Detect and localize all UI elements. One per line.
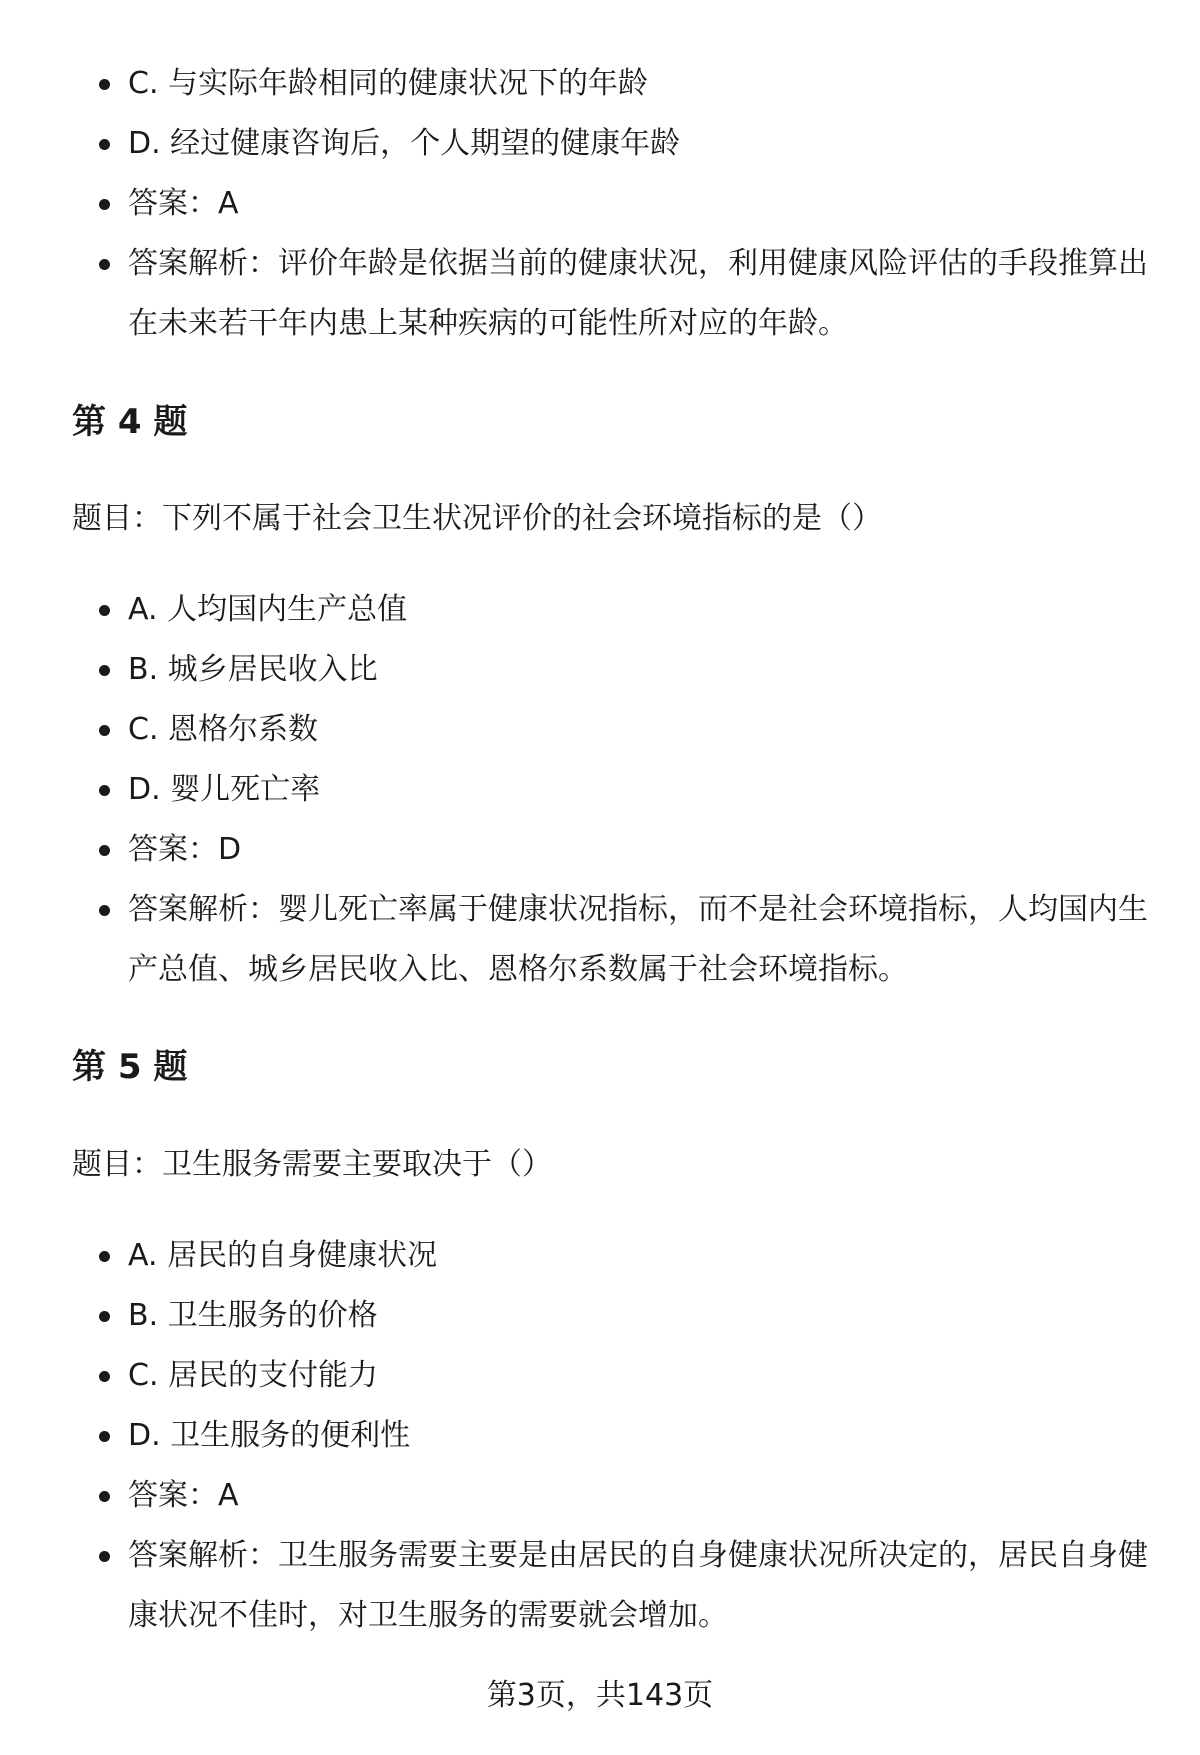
question-4-heading: 第 4 题 (72, 402, 188, 442)
option-c: C. 居民的支付能力 (72, 1346, 1152, 1406)
option-a: A. 人均国内生产总值 (72, 580, 1152, 640)
question-3-block (72, 54, 1152, 354)
answer-explanation: 答案解析：婴儿死亡率属于健康状况指标，而不是社会环境指标，人均国内生产总值、城乡居民收入比、恩格尔系数属于社会环境指标。 (72, 880, 1152, 1000)
answer-explanation: 答案解析：评价年龄是依据当前的健康状况，利用健康风险评估的手段推算出在未来若干年内患上某种疾病的可能性所对应的年龄。 (72, 234, 1152, 354)
answer: 答案：A (72, 174, 1152, 234)
option-c: C. 恩格尔系数 (72, 700, 1152, 760)
question-5-heading: 第 5 题 (72, 1047, 188, 1087)
answer-explanation: 答案解析：卫生服务需要主要是由居民的自身健康状况所决定的，居民自身健康状况不佳时，对卫生服务的需要就会增加。 (72, 1526, 1152, 1646)
question-5-block (72, 1226, 1152, 1646)
question-3-options (72, 54, 1152, 354)
question-4-options (72, 580, 1152, 1000)
option-d: D. 婴儿死亡率 (72, 760, 1152, 820)
option-a: A. 居民的自身健康状况 (72, 1226, 1152, 1286)
question-5-options (72, 1226, 1152, 1646)
answer: 答案：A (72, 1466, 1152, 1526)
page-number-footer: 第3页，共143页 (486, 1678, 714, 1713)
option-b: B. 卫生服务的价格 (72, 1286, 1152, 1346)
option-d: D. 卫生服务的便利性 (72, 1406, 1152, 1466)
option-c: C. 与实际年龄相同的健康状况下的年龄 (72, 54, 1152, 114)
question-4-block (72, 580, 1152, 1000)
question-4-text: 题目：下列不属于社会卫生状况评价的社会环境指标的是（） (72, 501, 882, 536)
question-5-text: 题目：卫生服务需要主要取决于（） (72, 1147, 552, 1182)
option-b: B. 城乡居民收入比 (72, 640, 1152, 700)
option-d: D. 经过健康咨询后，个人期望的健康年龄 (72, 114, 1152, 174)
answer: 答案：D (72, 820, 1152, 880)
